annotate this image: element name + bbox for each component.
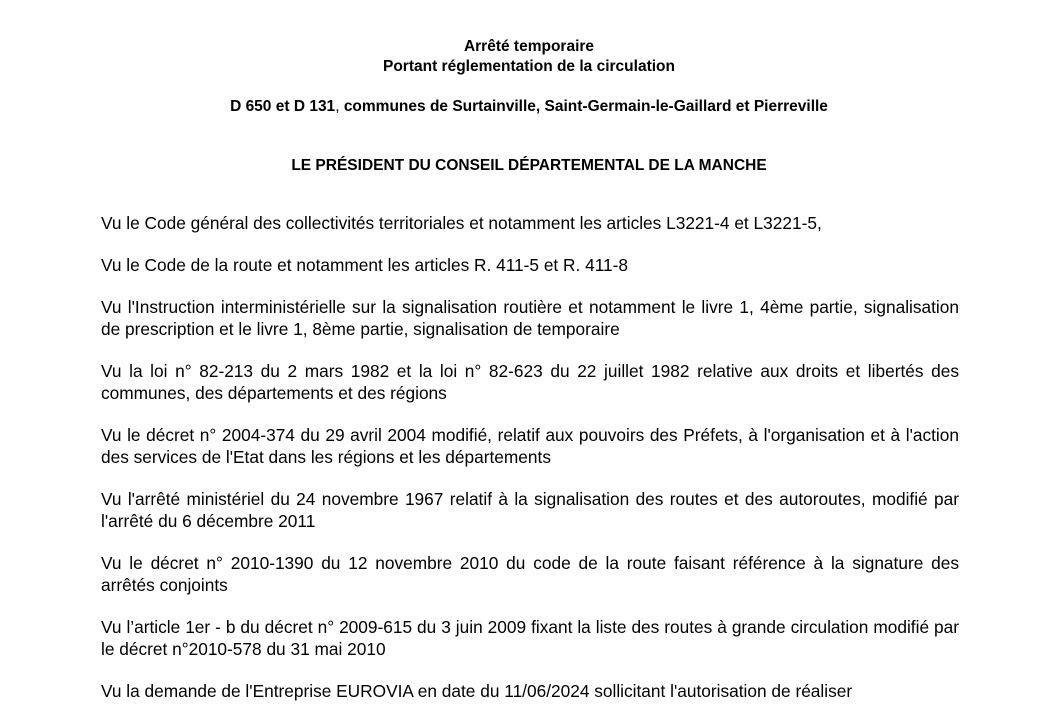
roads-bold: D 650 et D 131 (230, 98, 336, 115)
considerant-loi-1982: Vu la loi n° 82-213 du 2 mars 1982 et la loi n° 82-623 du 22 juillet 1982 relative aux droits et libertés des communes, des départements et des régions (101, 361, 959, 403)
considerant-decret-2010: Vu le décret n° 2010-1390 du 12 novembre 2010 du code de la route faisant référence à la signature des arrêtés conjoints (101, 553, 959, 595)
considerant-cgct: Vu le Code général des collectivités territoriales et notamment les articles L3221-4 et L3221-5, (101, 213, 822, 233)
considerant-decret-2009: Vu l’article 1er - b du décret n° 2009-615 du 3 juin 2009 fixant la liste des routes à grande circulation modifié par le décret n°2010-578 du 31 mai 2010 (101, 617, 959, 659)
title-line-1: Arrêté temporaire (463, 38, 595, 55)
considerant-instruction-signalisation: Vu l'Instruction interministérielle sur la signalisation routière et notamment le livre 1, 4ème partie, signalisation de prescription et le livre 1, 8ème partie, signalisation de temporaire (101, 297, 959, 339)
roads-line (0, 97, 1058, 117)
roads-communes: communes de Surtainville, Saint-Germain-le-Gaillard et Pierreville (343, 98, 828, 115)
roads-separator: , (335, 98, 344, 115)
considerant-code-route: Vu le Code de la route et notamment les articles R. 411-5 et R. 411-8 (101, 255, 629, 275)
considerants-list (101, 212, 959, 722)
considerant-decret-2004: Vu le décret n° 2004-374 du 29 avril 2004 modifié, relatif aux pouvoirs des Préfets, à l'organisation et à l'action des services de l'Etat dans les régions et les départements (101, 425, 959, 467)
title-line-2: Portant réglementation de la circulation (383, 58, 675, 75)
authority-heading: LE PRÉSIDENT DU CONSEIL DÉPARTEMENTAL DE LA MANCHE (291, 157, 767, 174)
considerant-demande-eurovia: Vu la demande de l'Entreprise EUROVIA en date du 11/06/2024 sollicitant l'autorisation de réaliser (101, 681, 853, 701)
considerant-arrete-1967: Vu l'arrêté ministériel du 24 novembre 1967 relatif à la signalisation des routes et des autoroutes, modifié par l'arrêté du 6 décembre 2011 (101, 489, 959, 531)
